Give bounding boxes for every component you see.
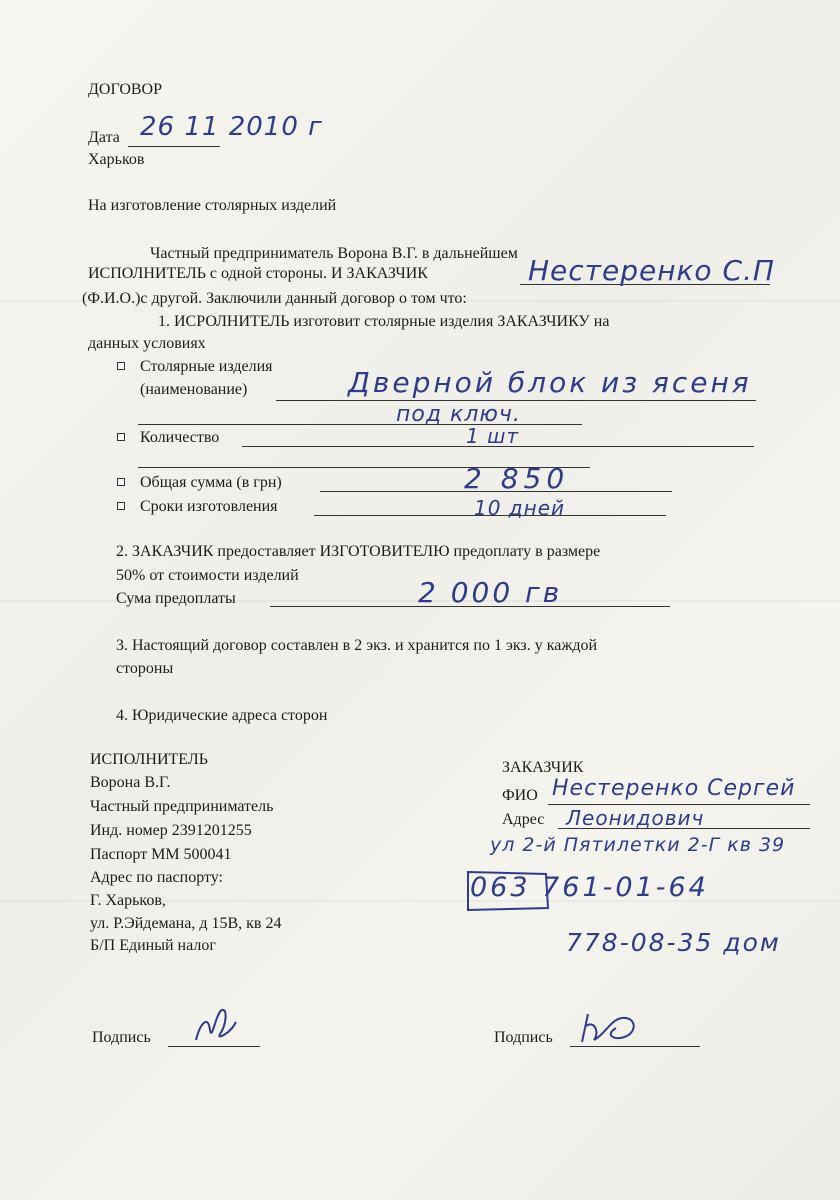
doc-title: ДОГОВОР (88, 81, 162, 98)
date-label: Дата (88, 129, 120, 146)
contractor-addr-street: ул. Р.Эйдемана, д 15В, кв 24 (90, 915, 282, 932)
contractor-heading: ИСПОЛНИТЕЛЬ (90, 751, 208, 768)
contractor-inn: Инд. номер 2391201255 (90, 822, 252, 839)
customer-phone-2: 778-08-35 дом (566, 928, 781, 957)
preamble-line-3: (Ф.И.О.)с другой. Заключили данный договор о том что: (82, 290, 467, 307)
item-name-value-2: под ключ. (396, 402, 521, 427)
customer-signature (572, 1004, 656, 1048)
bullet-icon (117, 478, 125, 486)
date-value: 26 11 2010 г (140, 112, 323, 142)
quantity-label: Количество (140, 429, 220, 446)
clause4-line-1: 4. Юридические адреса сторон (116, 707, 328, 724)
prepay-value: 2 000 гв (418, 576, 563, 609)
customer-fio-underline (548, 804, 810, 805)
clause3-line-2: стороны (116, 660, 174, 677)
customer-addr-value-1: Леонидович (566, 806, 705, 830)
city: Харьков (88, 151, 145, 168)
prepay-label: Сума предоплаты (116, 590, 236, 607)
bullet-icon (117, 433, 125, 441)
contractor-passport: Паспорт ММ 500041 (90, 846, 232, 863)
contractor-signature (186, 1004, 250, 1048)
customer-phone-1: 063 761-01-64 (470, 872, 709, 903)
total-value: 2 850 (464, 462, 570, 495)
customer-signature-label: Подпись (494, 1029, 553, 1046)
deadline-label: Сроки изготовления (140, 498, 278, 515)
bullet-icon (117, 502, 125, 510)
customer-fio-value: Нестеренко Сергей (552, 776, 796, 801)
bullet-icon (117, 362, 125, 370)
quantity-value: 1 шт (466, 424, 520, 448)
contractor-role: Частный предприниматель (90, 798, 274, 815)
customer-addr-label: Адрес (502, 811, 545, 828)
contractor-name: Ворона В.Г. (90, 774, 171, 791)
contract-subject: На изготовление столярных изделий (88, 197, 337, 214)
date-underline (128, 146, 220, 147)
item-name-value-1: Дверной блок из ясеня (348, 366, 752, 399)
clause1-line-1: 1. ИСРОЛНИТЕЛЬ изготовит столярные изделия ЗАКАЗЧИКУ на (158, 313, 610, 330)
contractor-addr-city: Г. Харьков, (90, 892, 166, 909)
item-name-label-2: (наименование) (140, 381, 248, 398)
contractor-addr-label: Адрес по паспорту: (90, 869, 223, 886)
clause3-line-1: 3. Настоящий договор составлен в 2 экз. и хранится по 1 экз. у каждой (116, 637, 598, 654)
customer-name-value: Нестеренко С.П (528, 254, 775, 287)
customer-heading: ЗАКАЗЧИК (502, 759, 584, 776)
clause2-line-2: 50% от стоимости изделий (116, 567, 299, 584)
contractor-tax: Б/П Единый налог (90, 937, 216, 954)
preamble-line-2: ИСПОЛНИТЕЛЬ с одной стороны. И ЗАКАЗЧИК (88, 265, 428, 282)
item-name-label-1: Столярные изделия (140, 358, 273, 375)
preamble-line-1: Частный предприниматель Ворона В.Г. в дальнейшем (150, 245, 518, 262)
contractor-signature-label: Подпись (92, 1029, 151, 1046)
deadline-value: 10 дней (474, 496, 566, 520)
customer-addr-value-2: ул 2-й Пятилетки 2-Г кв 39 (490, 834, 786, 856)
customer-fio-label: ФИО (502, 787, 538, 804)
clause1-line-2: данных условиях (88, 335, 206, 352)
clause2-line-1: 2. ЗАКАЗЧИК предоставляет ИЗГОТОВИТЕЛЮ предоплату в размере (116, 543, 601, 560)
item-name-underline-1 (276, 400, 756, 401)
total-label: Общая сумма (в грн) (140, 474, 282, 491)
